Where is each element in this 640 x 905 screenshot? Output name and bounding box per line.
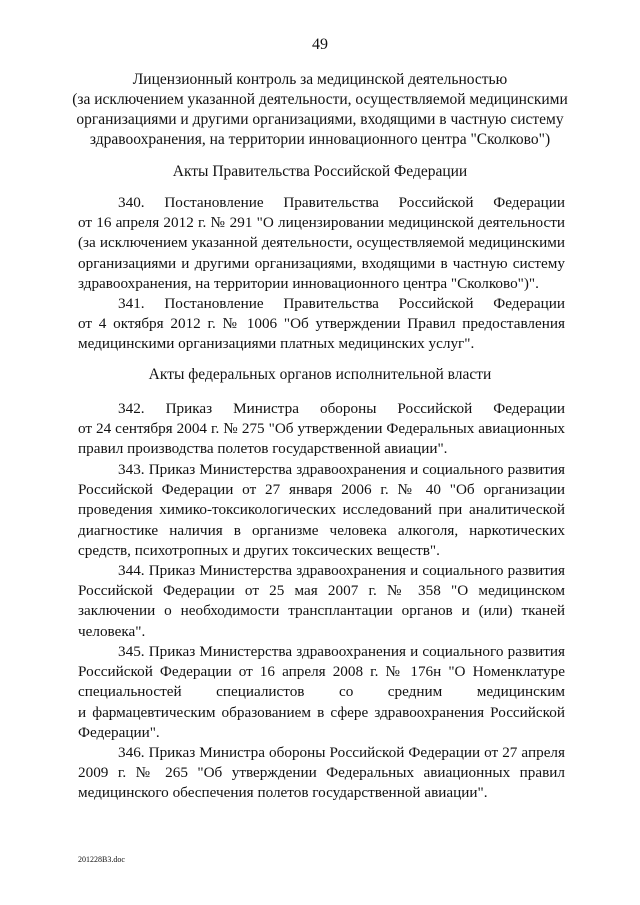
item-line: здравоохранения, на территории инновационного центра "Сколково")". bbox=[78, 274, 539, 292]
item-line: заключении о необходимости трансплантации органов и (или) тканей bbox=[78, 602, 565, 620]
item-line: специальностей специалистов со средним медицинским bbox=[78, 683, 565, 701]
item-line: человека". bbox=[78, 622, 146, 640]
title-line: Лицензионный контроль за медицинской деятельностью bbox=[132, 71, 508, 88]
item-line: медицинского обеспечения полетов государственной авиации". bbox=[78, 784, 488, 802]
item-343 bbox=[78, 460, 565, 561]
item-line: проведения химико-токсикологических исследований при аналитической bbox=[78, 501, 565, 519]
item-345 bbox=[78, 642, 565, 743]
item-line: Российской Федерации от 25 мая 2007 г. № 358 "О медицинском bbox=[78, 582, 565, 600]
item-line: организациями и другими организациями, входящими в частную систему bbox=[78, 254, 565, 272]
item-line: от 24 сентября 2004 г. № 275 "Об утверждении Федеральных авиационных bbox=[78, 420, 565, 438]
title-line: здравоохранения, на территории инновационного центра "Сколково") bbox=[89, 131, 551, 148]
item-line: 344. Приказ Министерства здравоохранения и социального развития bbox=[118, 562, 565, 579]
item-342 bbox=[78, 399, 565, 460]
item-line: и фармацевтическим образованием в сфере здравоохранения Российской bbox=[78, 703, 565, 721]
item-line: 340. Постановление Правительства Российской Федерации bbox=[118, 194, 565, 211]
page-number: 49 bbox=[312, 36, 328, 53]
item-line: 342. Приказ Министра обороны Российской Федерации bbox=[118, 400, 565, 417]
item-line: средств, психотропных и других токсических веществ". bbox=[78, 541, 440, 559]
item-line: Российской Федерации от 27 января 2006 г. № 40 "Об организации bbox=[78, 481, 565, 499]
item-341 bbox=[78, 294, 565, 355]
section-heading-federal-bodies: Акты федеральных органов исполнительной власти bbox=[148, 366, 492, 383]
item-line: правил производства полетов государственной авиации". bbox=[78, 440, 448, 458]
item-line: 341. Постановление Правительства Российской Федерации bbox=[118, 295, 565, 312]
title-line: организациями и другими организациями, входящими в частную систему bbox=[76, 111, 564, 128]
item-line: 2009 г. № 265 "Об утверждении Федеральных авиационных правил bbox=[78, 764, 565, 782]
item-line: диагностике наличия в организме человека алкоголя, наркотических bbox=[78, 521, 565, 539]
item-line: 345. Приказ Министерства здравоохранения и социального развития bbox=[118, 643, 565, 660]
item-line: Федерации". bbox=[78, 723, 160, 741]
item-line: медицинскими организациями платных медицинских услуг". bbox=[78, 335, 475, 353]
footer-file-code: 201228B3.doc bbox=[78, 855, 125, 864]
item-344 bbox=[78, 561, 565, 642]
section-heading-government: Акты Правительства Российской Федерации bbox=[172, 163, 468, 180]
item-line: Российской Федерации от 16 апреля 2008 г. № 176н "О Номенклатуре bbox=[78, 663, 565, 681]
title-line: (за исключением указанной деятельности, осуществляемой медицинскими bbox=[72, 91, 568, 108]
item-line: от 4 октября 2012 г. № 1006 "Об утверждении Правил предоставления bbox=[78, 315, 565, 333]
item-340 bbox=[78, 193, 565, 294]
item-line: 346. Приказ Министра обороны Российской Федерации от 27 апреля bbox=[118, 744, 565, 761]
item-346 bbox=[78, 743, 565, 804]
item-line: 343. Приказ Министерства здравоохранения и социального развития bbox=[118, 461, 565, 478]
item-line: от 16 апреля 2012 г. № 291 "О лицензировании медицинской деятельности bbox=[78, 214, 565, 232]
document-title bbox=[60, 70, 580, 150]
item-line: (за исключением указанной деятельности, осуществляемой медицинскими bbox=[78, 234, 565, 252]
